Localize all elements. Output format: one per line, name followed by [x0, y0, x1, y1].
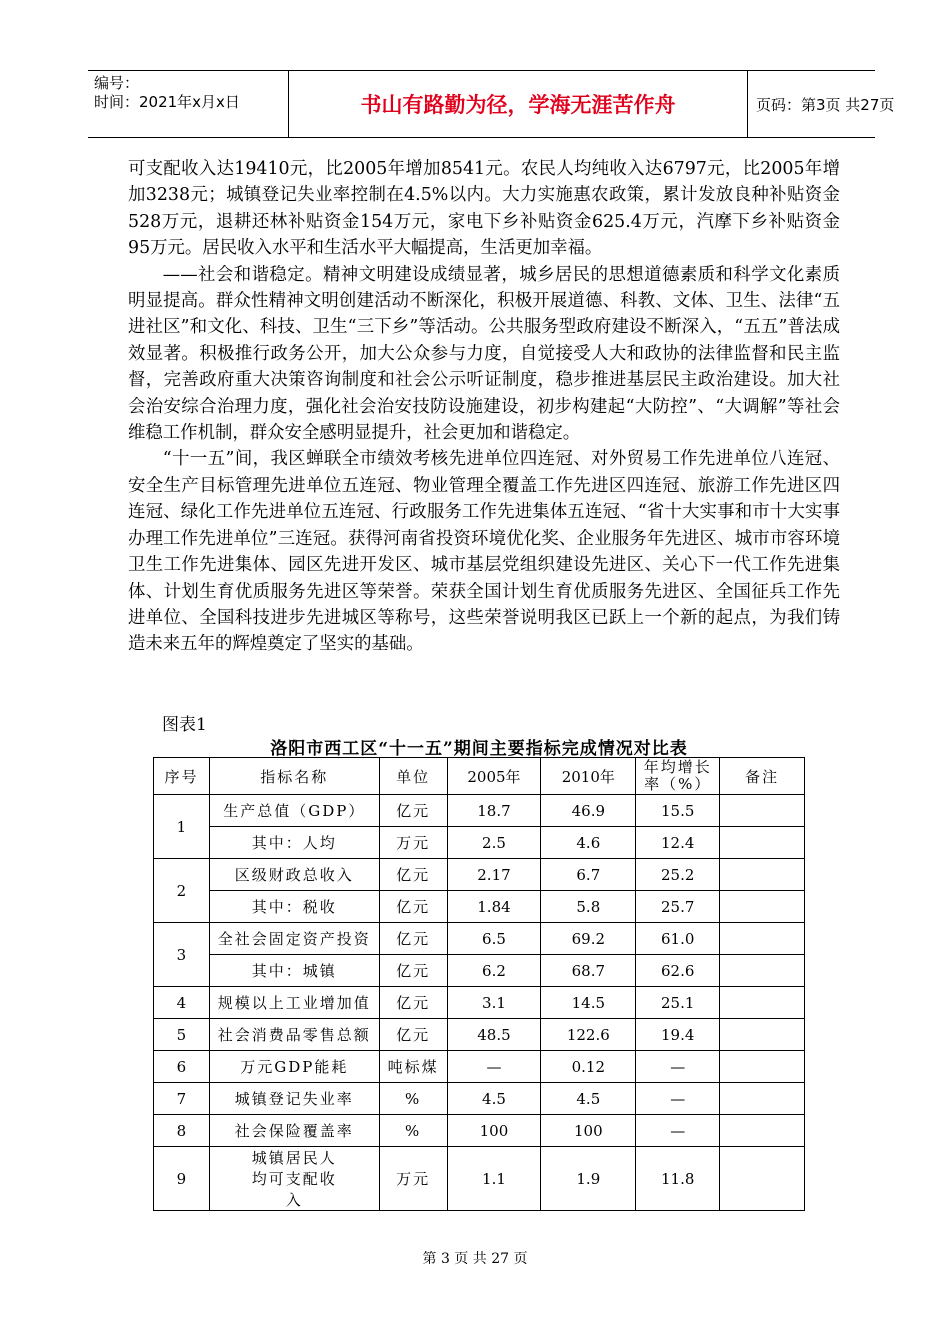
cell-y2010: 1.9	[541, 1147, 636, 1211]
cell-no: 1	[154, 795, 210, 859]
cell-unit: %	[379, 1115, 447, 1147]
cell-unit: 万元	[379, 1147, 447, 1211]
cell-unit: 亿元	[379, 955, 447, 987]
cell-unit: 亿元	[379, 891, 447, 923]
cell-y2010: 122.6	[541, 1019, 636, 1051]
table-row	[154, 1019, 805, 1051]
table-row	[154, 827, 805, 859]
table-header-row	[154, 758, 805, 795]
cell-y2010: 46.9	[541, 795, 636, 827]
table-row	[154, 859, 805, 891]
cell-unit: 万元	[379, 827, 447, 859]
table-row	[154, 987, 805, 1019]
cell-y2005: 100	[447, 1115, 541, 1147]
cell-note	[720, 1019, 805, 1051]
cell-growth: —	[636, 1051, 720, 1083]
cell-y2005: 18.7	[447, 795, 541, 827]
cell-y2010: 100	[541, 1115, 636, 1147]
cell-growth: 12.4	[636, 827, 720, 859]
cell-note	[720, 923, 805, 955]
cell-growth: 62.6	[636, 955, 720, 987]
cell-name: 规模以上工业增加值	[209, 987, 379, 1019]
cell-name: 区级财政总收入	[209, 859, 379, 891]
cell-unit: 亿元	[379, 987, 447, 1019]
cell-note	[720, 827, 805, 859]
number-label: 编号：	[94, 74, 140, 92]
cell-note	[720, 1147, 805, 1211]
table-row	[154, 1051, 805, 1083]
cell-y2010: 4.6	[541, 827, 636, 859]
cell-growth: 11.8	[636, 1147, 720, 1211]
table-row	[154, 795, 805, 827]
cell-note	[720, 1051, 805, 1083]
table-row	[154, 1147, 805, 1211]
cell-growth: 25.7	[636, 891, 720, 923]
cell-y2005: 1.84	[447, 891, 541, 923]
cell-y2010: 6.7	[541, 859, 636, 891]
cell-y2005: 6.5	[447, 923, 541, 955]
table-row	[154, 1115, 805, 1147]
paragraph: “十一五”间，我区蝉联全市绩效考核先进单位四连冠、对外贸易工作先进单位八连冠、安全生产目标管理先进单位五连冠、物业管理全覆盖工作先进区四连冠、旅游工作先进区四连冠、绿化工作先进单位五连冠、行政服务工作先进集体五连冠、“省十大实事和市十大实事办理工作先进单位”三连冠。获得河南省投资环境优化奖、企业服务年先进区、城市市容环境卫生工作先进集体、园区先进开发区、城市基层党组织建设先进区、关心下一代工作先进集体、计划生育优质服务先进区等荣誉。荣获全国计划生育优质服务先进区、全国征兵工作先进单位、全国科技进步先进城区等称号，这些荣誉说明我区已跃上一个新的起点，为我们铸造未来五年的辉煌奠定了坚实的基础。	[128, 449, 840, 655]
table-row	[154, 923, 805, 955]
cell-no: 4	[154, 987, 210, 1019]
header-cell: 单位	[379, 758, 447, 795]
cell-growth: —	[636, 1083, 720, 1115]
cell-y2005: 6.2	[447, 955, 541, 987]
cell-unit: 亿元	[379, 923, 447, 955]
cell-y2005: 2.5	[447, 827, 541, 859]
cell-growth: —	[636, 1115, 720, 1147]
cell-growth: 25.1	[636, 987, 720, 1019]
cell-name: 社会保险覆盖率	[209, 1115, 379, 1147]
cell-unit: 吨标煤	[379, 1051, 447, 1083]
cell-y2010: 14.5	[541, 987, 636, 1019]
table-row	[154, 891, 805, 923]
time-label: 时间：2021年x月x日	[94, 93, 240, 111]
cell-y2005: 1.1	[447, 1147, 541, 1211]
cell-no: 7	[154, 1083, 210, 1115]
cell-note	[720, 1115, 805, 1147]
header-cell: 年均增长率（%）	[636, 758, 720, 795]
table-row	[154, 955, 805, 987]
cell-no: 3	[154, 923, 210, 987]
cell-name: 城镇登记失业率	[209, 1083, 379, 1115]
cell-unit: 亿元	[379, 1019, 447, 1051]
header-cell: 备注	[720, 758, 805, 795]
table-row	[154, 1083, 805, 1115]
cell-note	[720, 859, 805, 891]
cell-y2010: 69.2	[541, 923, 636, 955]
header-motto: 书山有路勤为径，学海无涯苦作舟	[288, 71, 748, 137]
header-cell: 指标名称	[209, 758, 379, 795]
header-page-label: 页码：第3页 共27页	[756, 95, 895, 114]
header-cell: 2005年	[447, 758, 541, 795]
header-cell: 序号	[154, 758, 210, 795]
cell-note	[720, 955, 805, 987]
cell-unit: 亿元	[379, 859, 447, 891]
cell-growth: 25.2	[636, 859, 720, 891]
cell-no: 2	[154, 859, 210, 923]
paragraph: ——社会和谐稳定。精神文明建设成绩显著，城乡居民的思想道德素质和科学文化素质明显提高。群众性精神文明创建活动不断深化，积极开展道德、科教、文体、卫生、法律“五进社区”和文化、科技、卫生“三下乡”等活动。公共服务型政府建设不断深入，“五五”普法成效显著。积极推行政务公开，加大公众参与力度，自觉接受人大和政协的法律监督和民主监督，完善政府重大决策咨询制度和社会公示听证制度，稳步推进基层民主政治建设。加大社会治安综合治理力度，强化社会治安技防设施建设，初步构建起“大防控”、“大调解”等社会维稳工作机制，群众安全感明显提升，社会更加和谐稳定。	[128, 264, 840, 444]
indicator-table	[153, 757, 805, 1211]
cell-note	[720, 891, 805, 923]
cell-note	[720, 987, 805, 1019]
cell-no: 8	[154, 1115, 210, 1147]
table-title: 洛阳市西工区“十一五”期间主要指标完成情况对比表	[270, 739, 688, 759]
cell-growth: 15.5	[636, 795, 720, 827]
cell-note	[720, 1083, 805, 1115]
cell-no: 5	[154, 1019, 210, 1051]
cell-unit: %	[379, 1083, 447, 1115]
cell-name: 全社会固定资产投资	[209, 923, 379, 955]
cell-y2010: 68.7	[541, 955, 636, 987]
cell-name: 生产总值（GDP）	[209, 795, 379, 827]
cell-growth: 61.0	[636, 923, 720, 955]
cell-name: 万元GDP能耗	[209, 1051, 379, 1083]
page-footer: 第 3 页 共 27 页	[422, 1251, 528, 1267]
cell-y2005: —	[447, 1051, 541, 1083]
cell-y2005: 48.5	[447, 1019, 541, 1051]
cell-y2010: 4.5	[541, 1083, 636, 1115]
cell-unit: 亿元	[379, 795, 447, 827]
cell-no: 9	[154, 1147, 210, 1211]
cell-y2005: 2.17	[447, 859, 541, 891]
page-header	[88, 70, 895, 138]
cell-y2010: 0.12	[541, 1051, 636, 1083]
cell-name: 其中：城镇	[209, 955, 379, 987]
cell-name: 城镇居民人均可支配收入	[209, 1147, 379, 1211]
paragraph: 可支配收入达19410元，比2005年增加8541元。农民人均纯收入达6797元，比2005年增加3238元；城镇登记失业率控制在4.5%以内。大力实施惠农政策，累计发放良种补贴资金528万元，退耕还林补贴资金154万元，家电下乡补贴资金625.4万元，汽摩下乡补贴资金95万元。居民收入水平和生活水平大幅提高，生活更加幸福。	[128, 159, 840, 259]
figure-caption: 图表1	[162, 715, 207, 735]
header-cell: 2010年	[541, 758, 636, 795]
cell-note	[720, 795, 805, 827]
header-meta	[88, 71, 288, 137]
body-text	[128, 156, 840, 658]
cell-name: 社会消费品零售总额	[209, 1019, 379, 1051]
cell-growth: 19.4	[636, 1019, 720, 1051]
cell-y2005: 4.5	[447, 1083, 541, 1115]
cell-y2010: 5.8	[541, 891, 636, 923]
cell-name: 其中：人均	[209, 827, 379, 859]
cell-name: 其中：税收	[209, 891, 379, 923]
cell-no: 6	[154, 1051, 210, 1083]
cell-y2005: 3.1	[447, 987, 541, 1019]
